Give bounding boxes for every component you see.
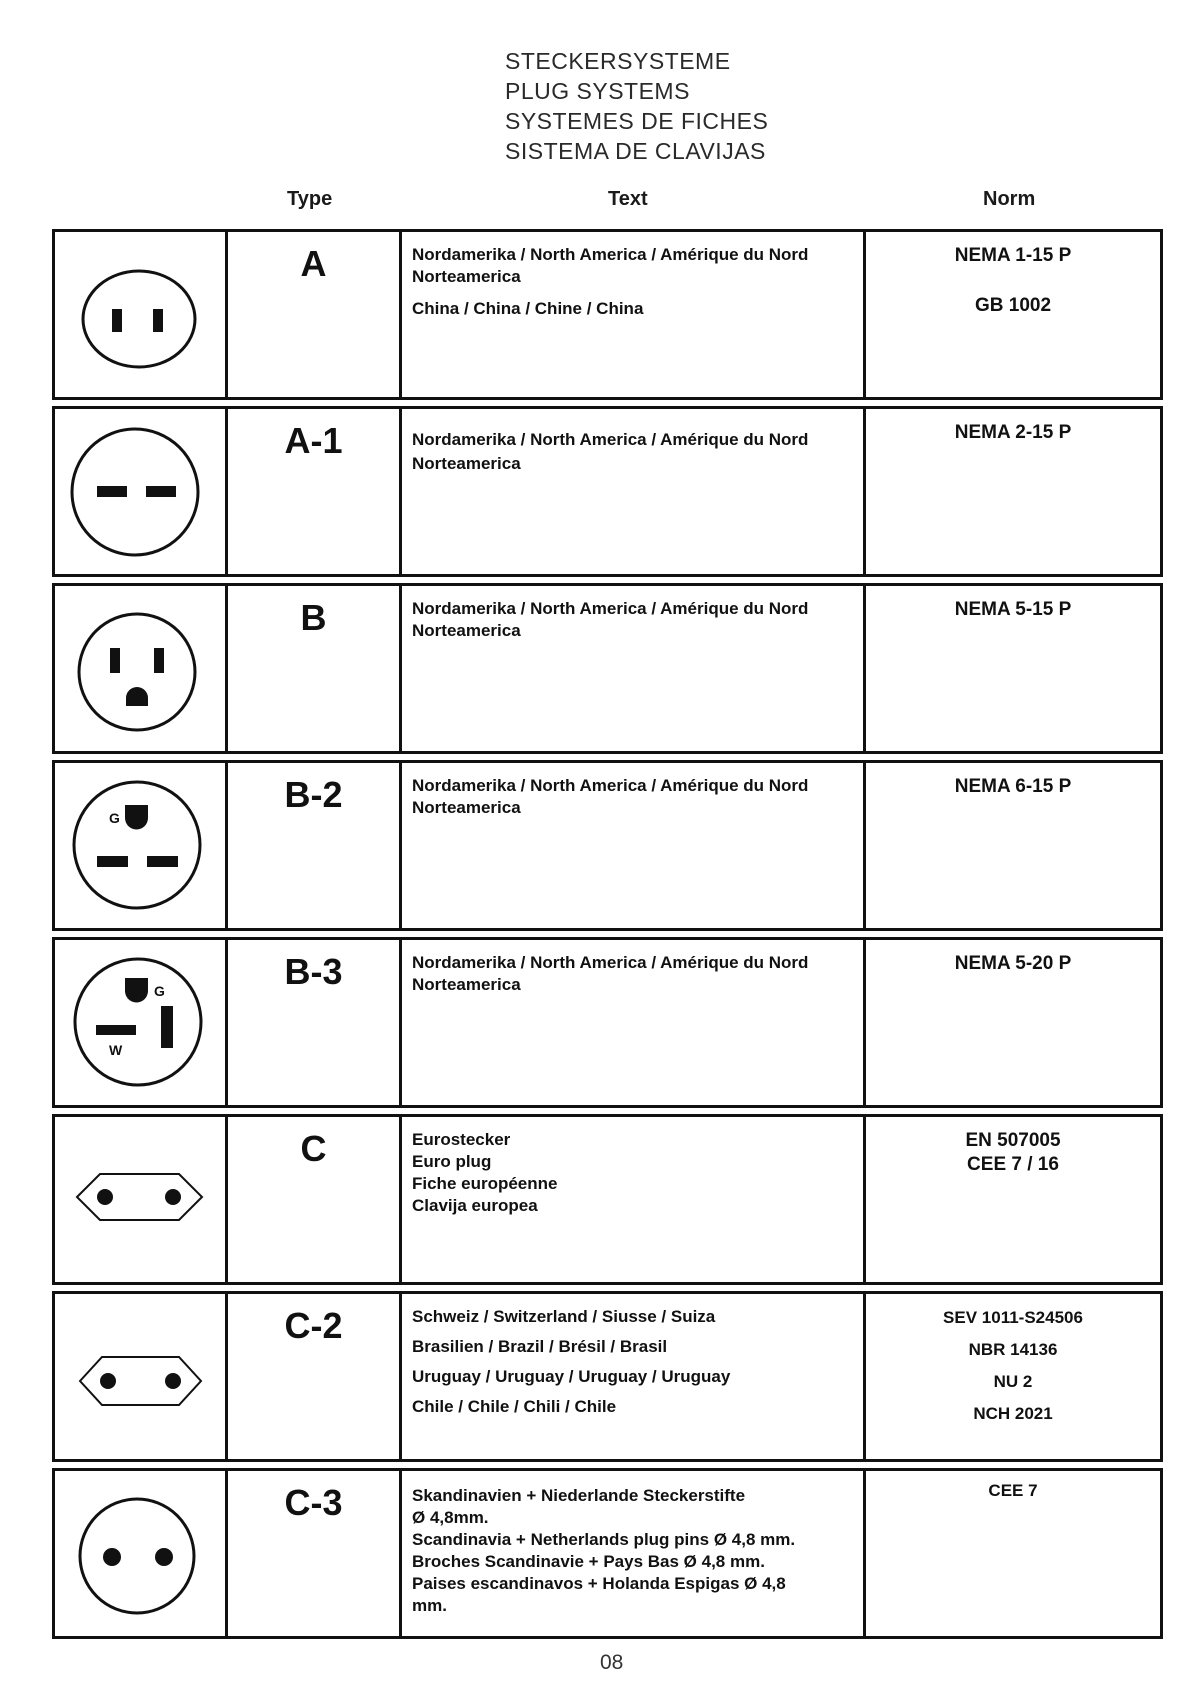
plug-image-cell bbox=[55, 1294, 228, 1459]
type-cell bbox=[228, 586, 402, 751]
text-line: Broches Scandinavie + Pays Bas Ø 4,8 mm. bbox=[412, 1552, 765, 1571]
norm-cell bbox=[866, 940, 1160, 1105]
table-row-a bbox=[52, 229, 1163, 400]
plug-type-c2-icon bbox=[55, 1294, 225, 1459]
text-line: Norteamerica bbox=[412, 454, 521, 473]
plug-image-cell bbox=[55, 586, 228, 751]
text-line: Nordamerika / North America / Amérique du Nord bbox=[412, 776, 809, 795]
text-cell bbox=[402, 586, 866, 751]
text-line: Nordamerika / North America / Amérique du Nord bbox=[412, 953, 809, 972]
type-cell bbox=[228, 1294, 402, 1459]
norm-line: NEMA 5-15 P bbox=[954, 599, 1072, 620]
text-line: Nordamerika / North America / Amérique du Nord bbox=[412, 599, 809, 618]
text-line: Brasilien / Brazil / Brésil / Brasil bbox=[412, 1337, 668, 1356]
table-row-c2 bbox=[52, 1291, 1163, 1462]
norm-line: NEMA 6-15 P bbox=[954, 776, 1072, 797]
plug-image-cell bbox=[55, 232, 228, 397]
type-label: C bbox=[300, 1128, 327, 1169]
title-line-de: STECKERSYSTEME bbox=[505, 48, 731, 74]
plug-type-a-icon bbox=[55, 232, 225, 397]
table-row-b3 bbox=[52, 937, 1163, 1108]
pin-label-g: G bbox=[154, 983, 165, 999]
text-line: Uruguay / Uruguay / Uruguay / Uruguay bbox=[412, 1367, 731, 1386]
text-cell bbox=[402, 1117, 866, 1282]
text-cell bbox=[402, 1294, 866, 1459]
header-text: Text bbox=[608, 188, 648, 210]
text-line: Chile / Chile / Chili / Chile bbox=[412, 1397, 617, 1416]
norm-cell bbox=[866, 586, 1160, 751]
plug-type-c3-icon bbox=[55, 1471, 225, 1636]
text-line: Norteamerica bbox=[412, 798, 521, 817]
type-label: A-1 bbox=[284, 420, 343, 461]
table-row-c3 bbox=[52, 1468, 1163, 1639]
norm-cell bbox=[866, 1294, 1160, 1459]
type-cell bbox=[228, 409, 402, 574]
text-cell bbox=[402, 940, 866, 1105]
text-line: China / China / Chine / China bbox=[412, 299, 644, 318]
text-cell bbox=[402, 409, 866, 574]
type-label: C-3 bbox=[284, 1482, 343, 1523]
header-norm: Norm bbox=[983, 188, 1036, 210]
title-line-fr: SYSTEMES DE FICHES bbox=[505, 108, 769, 134]
type-cell bbox=[228, 763, 402, 928]
norm-line: NEMA 5-20 P bbox=[954, 953, 1072, 974]
norm-line: NCH 2021 bbox=[973, 1404, 1053, 1423]
text-line: Norteamerica bbox=[412, 975, 521, 994]
plug-image-cell bbox=[55, 763, 228, 928]
type-label: B-3 bbox=[284, 951, 343, 992]
norm-line: SEV 1011-S24506 bbox=[943, 1308, 1083, 1327]
norm-line: NEMA 1-15 P bbox=[954, 245, 1072, 266]
text-line: Nordamerika / North America / Amérique du Nord bbox=[412, 430, 809, 449]
table-row-b2 bbox=[52, 760, 1163, 931]
text-line: Norteamerica bbox=[412, 621, 521, 640]
norm-line: NU 2 bbox=[993, 1372, 1033, 1391]
table-row-b bbox=[52, 583, 1163, 754]
text-line: Ø 4,8mm. bbox=[412, 1508, 489, 1527]
type-cell bbox=[228, 232, 402, 397]
plug-image-cell bbox=[55, 1471, 228, 1636]
text-cell bbox=[402, 232, 866, 397]
text-line: Scandinavia + Netherlands plug pins Ø 4,8 mm. bbox=[412, 1530, 796, 1549]
type-cell bbox=[228, 940, 402, 1105]
norm-line: NEMA 2-15 P bbox=[954, 422, 1072, 443]
text-cell bbox=[402, 1471, 866, 1636]
norm-cell bbox=[866, 1471, 1160, 1636]
page-number: 08 bbox=[600, 1651, 624, 1674]
type-label: B-2 bbox=[284, 774, 343, 815]
text-line: Euro plug bbox=[412, 1152, 492, 1171]
text-line: Skandinavien + Niederlande Steckerstifte bbox=[412, 1486, 746, 1505]
plug-type-b3-icon bbox=[55, 940, 225, 1105]
text-line: Fiche européenne bbox=[412, 1174, 558, 1193]
text-line: Norteamerica bbox=[412, 267, 521, 286]
table-row-c bbox=[52, 1114, 1163, 1285]
norm-line: NBR 14136 bbox=[968, 1340, 1058, 1359]
type-cell bbox=[228, 1117, 402, 1282]
plug-image-cell bbox=[55, 1117, 228, 1282]
norm-cell bbox=[866, 763, 1160, 928]
text-line: Eurostecker bbox=[412, 1130, 511, 1149]
norm-line: CEE 7 bbox=[988, 1481, 1038, 1500]
text-line: mm. bbox=[412, 1596, 447, 1615]
norm-cell bbox=[866, 1117, 1160, 1282]
plug-image-cell bbox=[55, 940, 228, 1105]
type-label: C-2 bbox=[284, 1305, 343, 1346]
plug-image-cell bbox=[55, 409, 228, 574]
norm-line: EN 507005 bbox=[965, 1130, 1061, 1151]
type-cell bbox=[228, 1471, 402, 1636]
plug-type-b2-icon bbox=[55, 763, 225, 928]
text-line: Clavija europea bbox=[412, 1196, 538, 1215]
text-line: Schweiz / Switzerland / Siusse / Suiza bbox=[412, 1307, 716, 1326]
norm-line: CEE 7 / 16 bbox=[967, 1154, 1059, 1175]
header-type: Type bbox=[287, 188, 333, 210]
title-line-en: PLUG SYSTEMS bbox=[505, 78, 690, 104]
norm-cell bbox=[866, 409, 1160, 574]
text-line: Paises escandinavos + Holanda Espigas Ø 4,8 bbox=[412, 1574, 786, 1593]
text-cell bbox=[402, 763, 866, 928]
table-row-a1 bbox=[52, 406, 1163, 577]
plug-type-c-icon bbox=[55, 1117, 225, 1282]
text-line: Nordamerika / North America / Amérique du Nord bbox=[412, 245, 809, 264]
pin-label-w: W bbox=[109, 1042, 123, 1058]
norm-cell bbox=[866, 232, 1160, 397]
norm-line: GB 1002 bbox=[974, 295, 1052, 316]
type-label: B bbox=[300, 597, 327, 638]
plug-type-b-icon bbox=[55, 586, 225, 751]
page-title bbox=[505, 46, 768, 166]
plug-type-a1-icon bbox=[55, 409, 225, 574]
pin-label-g: G bbox=[109, 810, 120, 826]
type-label: A bbox=[300, 243, 327, 284]
title-line-es: SISTEMA DE CLAVIJAS bbox=[505, 138, 766, 164]
